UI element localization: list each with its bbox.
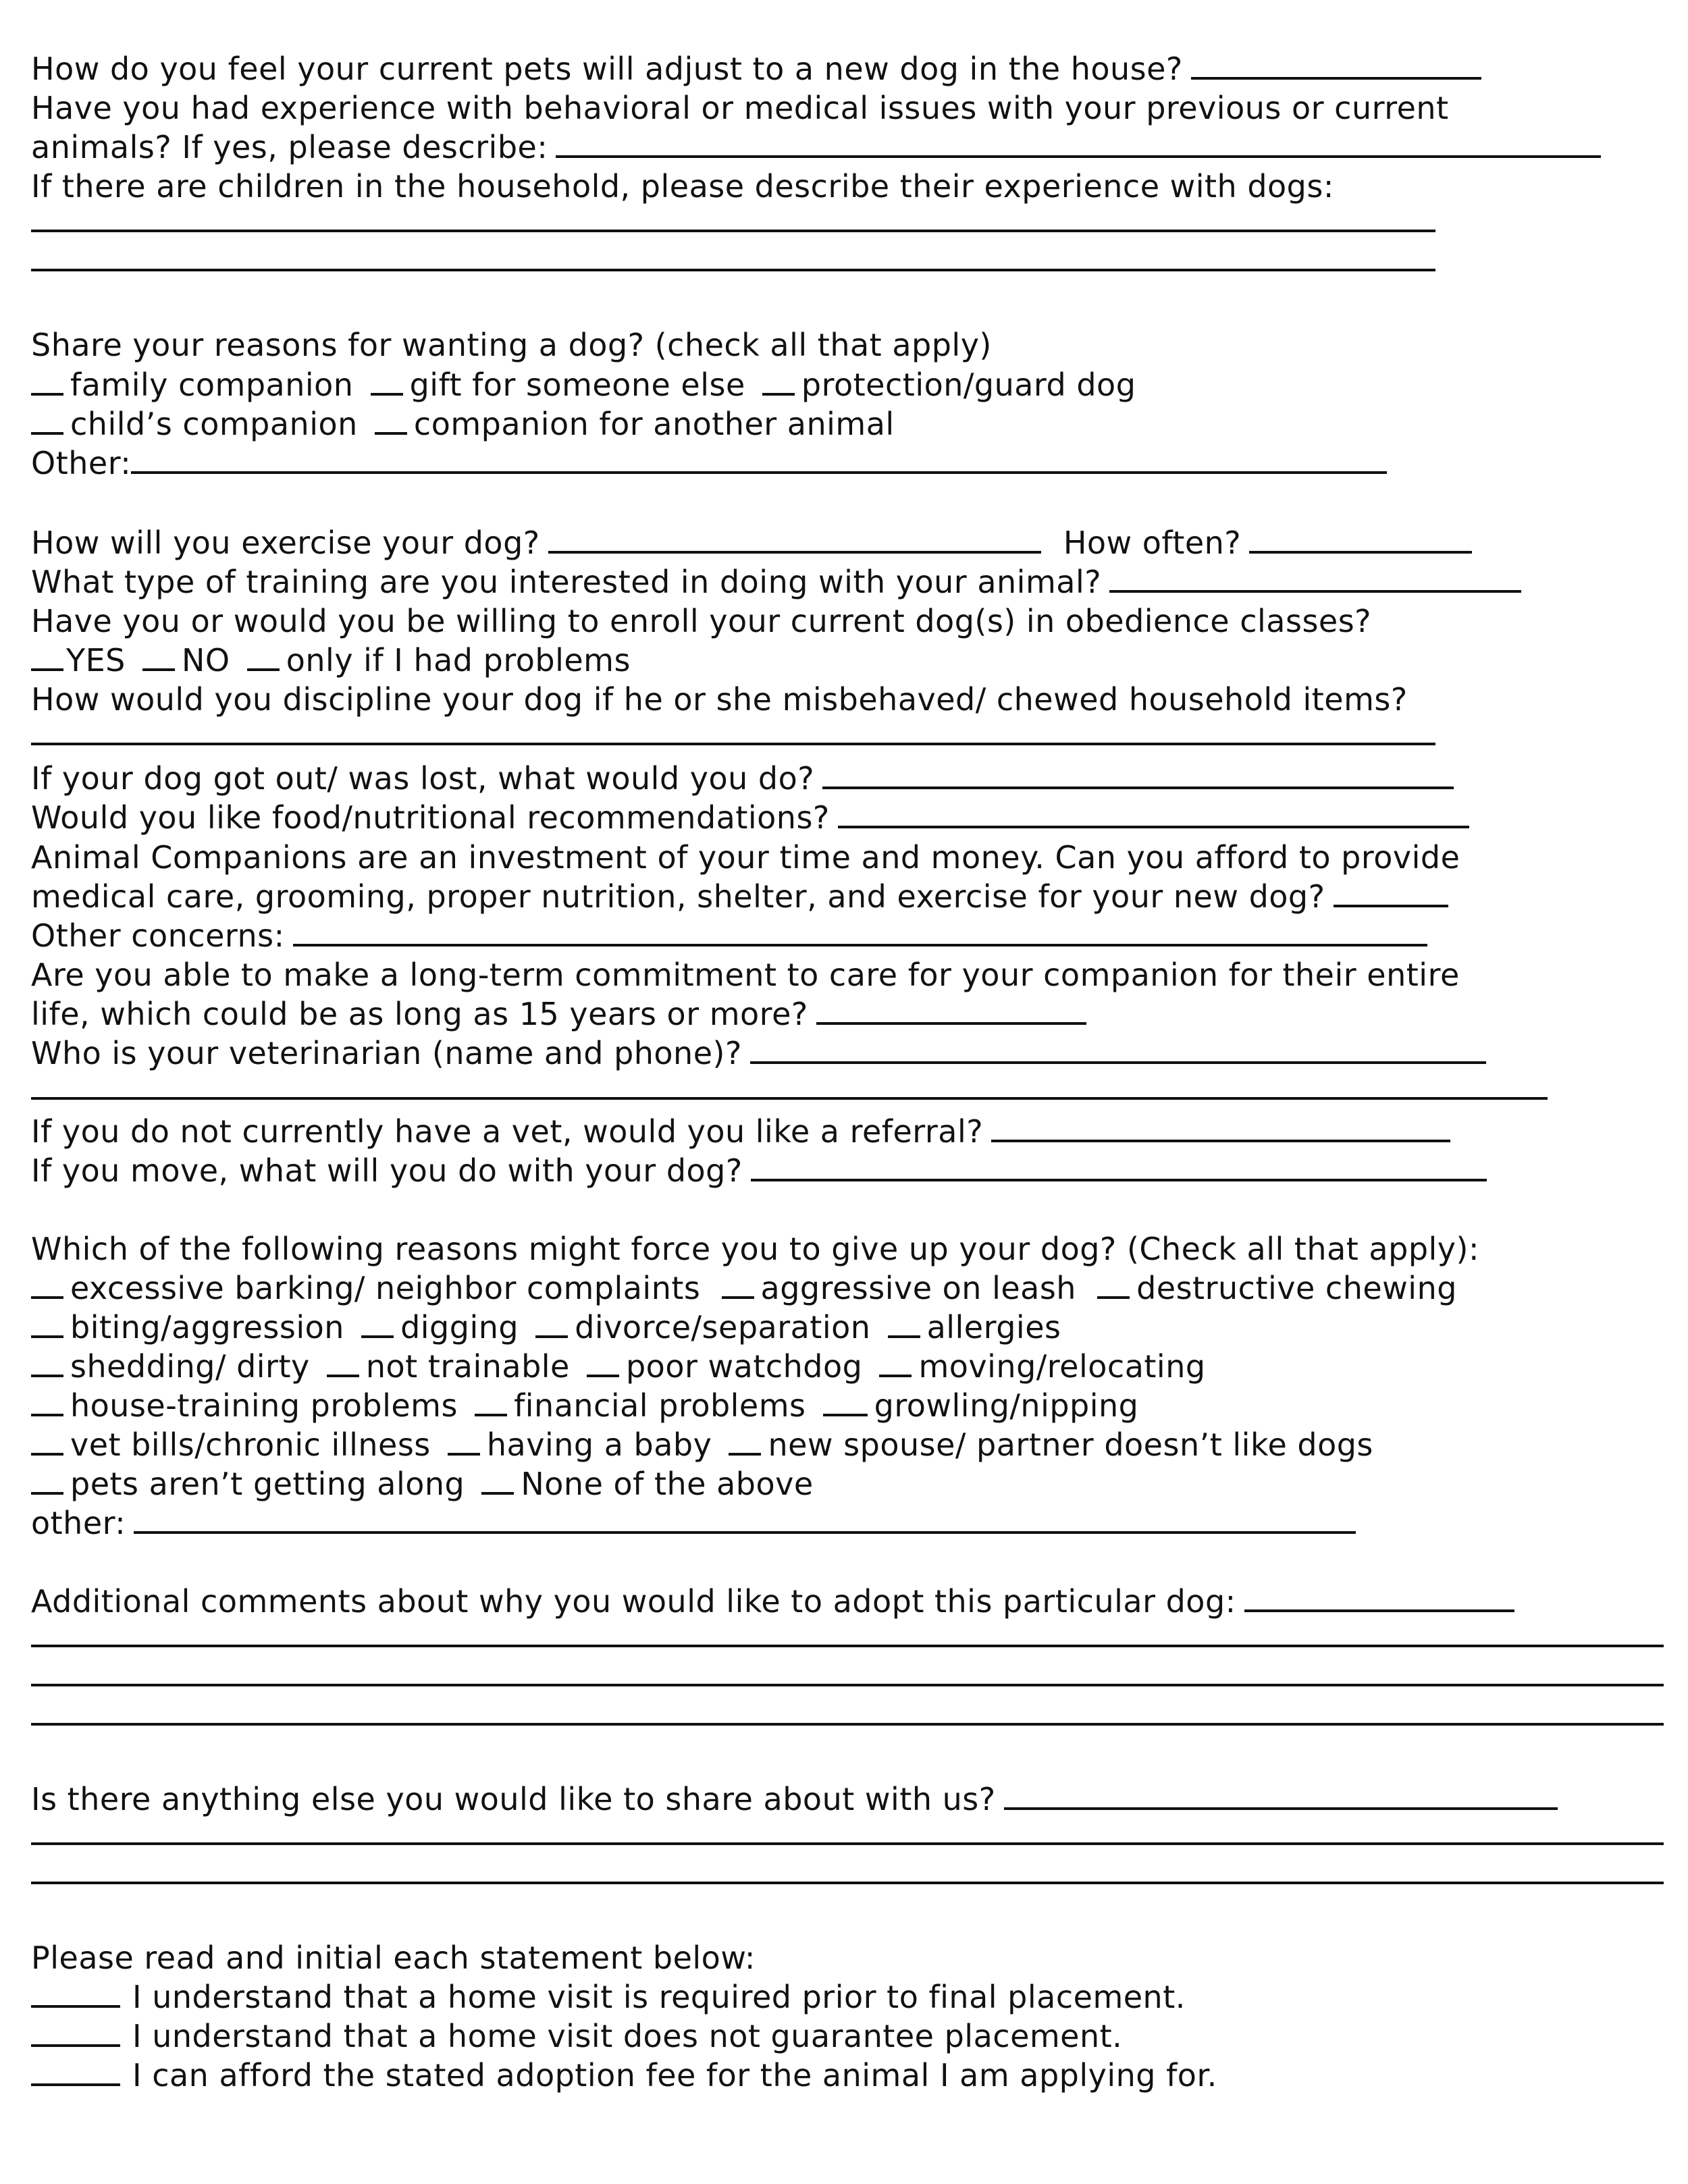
invest-answer-field[interactable] [1334, 876, 1448, 907]
vetbills-label: vet bills/chronic illness [70, 1427, 431, 1463]
giveup-heading: Which of the following reasons might force you to give up your dog? (Check all that apply): [31, 1231, 1479, 1267]
food-question: Would you like food/nutritional recommendations? [31, 799, 830, 836]
gift-label: gift for someone else [409, 367, 745, 403]
initial-field-3[interactable] [31, 2055, 120, 2086]
additional-answer-line-3[interactable] [31, 1723, 1664, 1726]
growling-checkbox[interactable] [823, 1385, 868, 1416]
watchdog-checkbox[interactable] [587, 1346, 619, 1377]
adjust-row [31, 49, 1481, 89]
referral-answer-field[interactable] [991, 1111, 1450, 1142]
concerns-row [31, 915, 1427, 956]
financial-label: financial problems [514, 1387, 806, 1424]
share-answer-line-2[interactable] [31, 1882, 1664, 1884]
adjust-question: How do you feel your current pets will adjust to a new dog in the house? [31, 51, 1183, 87]
obedience-options-row [31, 640, 631, 681]
digging-checkbox[interactable] [361, 1307, 394, 1338]
additional-row [31, 1581, 1514, 1622]
yes-label: YES [66, 642, 126, 678]
digging-label: digging [400, 1309, 519, 1346]
biting-checkbox[interactable] [31, 1307, 63, 1338]
growling-label: growling/nipping [874, 1387, 1139, 1424]
watchdog-label: poor watchdog [625, 1348, 863, 1385]
only-if-problems-label: only if I had problems [286, 642, 631, 678]
share-question: Is there anything else you would like to share about with us? [31, 1781, 996, 1817]
invest-question-line-1: Animal Companions are an investment of your time and money. Can you afford to provide [31, 839, 1460, 876]
vet-question: Who is your veterinarian (name and phone)? [31, 1035, 742, 1071]
initial-statement-1: I understand that a home visit is required prior to final placement. [132, 1979, 1186, 2015]
behavior-answer-field[interactable] [556, 127, 1601, 158]
giveup-row-4 [31, 1385, 1138, 1426]
barking-label: excessive barking/ neighbor complaints [70, 1270, 701, 1306]
no-label: NO [182, 642, 230, 678]
initial-statement-3: I can afford the stated adoption fee for the animal I am applying for. [132, 2057, 1217, 2094]
none-checkbox[interactable] [481, 1464, 514, 1495]
additional-question: Additional comments about why you would like to adopt this particular dog: [31, 1583, 1236, 1620]
giveup-other-field[interactable] [134, 1503, 1356, 1534]
share-row [31, 1779, 1558, 1819]
food-row [31, 797, 1469, 838]
initial-field-2[interactable] [31, 2016, 120, 2047]
reasons-heading: Share your reasons for wanting a dog? (check all that apply) [31, 327, 992, 363]
obedience-question: Have you or would you be willing to enroll your current dog(s) in obedience classes? [31, 603, 1372, 639]
initial-heading: Please read and initial each statement below: [31, 1940, 756, 1976]
chewing-checkbox[interactable] [1097, 1268, 1130, 1299]
giveup-row-2 [31, 1307, 1061, 1348]
pets-along-checkbox[interactable] [31, 1464, 63, 1495]
barking-checkbox[interactable] [31, 1268, 63, 1299]
exercise-answer-field[interactable] [548, 523, 1041, 554]
allergies-checkbox[interactable] [888, 1307, 920, 1338]
yes-checkbox[interactable] [31, 640, 63, 671]
moving-checkbox[interactable] [879, 1346, 912, 1377]
protection-label: protection/guard dog [801, 367, 1136, 403]
initial-statement-2: I understand that a home visit does not guarantee placement. [132, 2018, 1123, 2054]
reasons-other-field[interactable] [131, 443, 1387, 474]
food-answer-field[interactable] [838, 797, 1469, 828]
giveup-other-label: other: [31, 1505, 126, 1541]
initial-row-2 [31, 2016, 1122, 2056]
discipline-answer-line[interactable] [31, 743, 1435, 745]
pets-along-label: pets aren’t getting along [70, 1466, 465, 1502]
share-answer-field[interactable] [1004, 1779, 1558, 1810]
initial-row-3 [31, 2055, 1217, 2096]
referral-row [31, 1111, 1450, 1152]
referral-question: If you do not currently have a vet, would you like a referral? [31, 1113, 984, 1150]
commit-question-line-2: life, which could be as long as 15 years or more? [31, 996, 808, 1032]
initial-row-1 [31, 1977, 1186, 2017]
training-answer-field[interactable] [1109, 562, 1521, 593]
baby-label: having a baby [486, 1427, 712, 1463]
share-answer-line-1[interactable] [31, 1842, 1664, 1845]
only-if-problems-checkbox[interactable] [247, 640, 280, 671]
lost-row [31, 758, 1454, 799]
vet-answer-field[interactable] [750, 1033, 1486, 1064]
child-companion-label: child’s companion [70, 406, 358, 442]
initial-field-1[interactable] [31, 1977, 120, 2008]
family-companion-checkbox[interactable] [31, 365, 63, 396]
training-row [31, 562, 1521, 602]
trainable-label: not trainable [365, 1348, 570, 1385]
invest-question-line-2: medical care, grooming, proper nutrition, shelter, and exercise for your new dog? [31, 878, 1325, 915]
exercise-row [31, 523, 1472, 563]
children-answer-line-1[interactable] [31, 230, 1435, 232]
leash-checkbox[interactable] [722, 1268, 754, 1299]
exercise-question: How will you exercise your dog? [31, 525, 540, 561]
lost-answer-field[interactable] [822, 758, 1454, 789]
housetraining-label: house-training problems [70, 1387, 458, 1424]
commit-row [31, 994, 1086, 1034]
move-row [31, 1150, 1487, 1191]
moving-label: moving/relocating [918, 1348, 1206, 1385]
protection-checkbox[interactable] [762, 365, 795, 396]
spouse-label: new spouse/ partner doesn’t like dogs [768, 1427, 1373, 1463]
chewing-label: destructive chewing [1136, 1270, 1457, 1306]
reasons-other-label: Other: [31, 445, 132, 481]
divorce-label: divorce/separation [575, 1309, 871, 1346]
giveup-row-3 [31, 1346, 1206, 1387]
discipline-question: How would you discipline your dog if he or she misbehaved/ chewed household items? [31, 681, 1408, 718]
biting-label: biting/aggression [70, 1309, 344, 1346]
lost-question: If your dog got out/ was lost, what would you do? [31, 760, 815, 797]
adjust-answer-field[interactable] [1191, 49, 1481, 80]
children-question: If there are children in the household, please describe their experience with dogs: [31, 168, 1334, 205]
leash-label: aggressive on leash [760, 1270, 1076, 1306]
housetraining-checkbox[interactable] [31, 1385, 63, 1416]
how-often-question: How often? [1063, 525, 1242, 561]
vet-row [31, 1033, 1486, 1073]
spouse-checkbox[interactable] [729, 1424, 761, 1456]
family-companion-label: family companion [70, 367, 354, 403]
reasons-row-2 [31, 404, 895, 444]
additional-answer-line-2[interactable] [31, 1684, 1664, 1686]
training-question: What type of training are you interested in doing with your animal? [31, 564, 1102, 600]
behavior-question-line-1: Have you had experience with behavioral or medical issues with your previous or current [31, 90, 1449, 126]
vet-answer-line-2[interactable] [31, 1097, 1548, 1100]
child-companion-checkbox[interactable] [31, 404, 63, 435]
concerns-label: Other concerns: [31, 917, 285, 954]
how-often-field[interactable] [1249, 523, 1472, 554]
animal-companion-label: companion for another animal [413, 406, 895, 442]
gift-checkbox[interactable] [371, 365, 403, 396]
reasons-row-1 [31, 365, 1136, 405]
move-answer-field[interactable] [751, 1150, 1487, 1181]
shedding-checkbox[interactable] [31, 1346, 63, 1377]
behavior-row [31, 127, 1601, 167]
baby-checkbox[interactable] [448, 1424, 480, 1456]
children-answer-line-2[interactable] [31, 269, 1435, 271]
giveup-other-row [31, 1503, 1356, 1543]
behavior-question-line-2: animals? If yes, please describe: [31, 129, 548, 165]
shedding-label: shedding/ dirty [70, 1348, 310, 1385]
commit-answer-field[interactable] [816, 994, 1086, 1025]
financial-checkbox[interactable] [475, 1385, 507, 1416]
no-checkbox[interactable] [142, 640, 175, 671]
vetbills-checkbox[interactable] [31, 1424, 63, 1456]
trainable-checkbox[interactable] [327, 1346, 359, 1377]
animal-companion-checkbox[interactable] [375, 404, 407, 435]
additional-answer-field[interactable] [1244, 1581, 1514, 1612]
move-question: If you move, what will you do with your dog? [31, 1152, 743, 1189]
concerns-field[interactable] [293, 915, 1427, 947]
divorce-checkbox[interactable] [535, 1307, 568, 1338]
invest-row [31, 876, 1448, 917]
giveup-row-1 [31, 1268, 1457, 1308]
allergies-label: allergies [926, 1309, 1061, 1346]
reasons-other-row [31, 443, 1387, 483]
commit-question-line-1: Are you able to make a long-term commitment to care for your companion for their entire [31, 957, 1460, 993]
giveup-row-5 [31, 1424, 1373, 1465]
none-label: None of the above [521, 1466, 814, 1502]
additional-answer-line-1[interactable] [31, 1645, 1664, 1647]
giveup-row-6 [31, 1464, 814, 1504]
